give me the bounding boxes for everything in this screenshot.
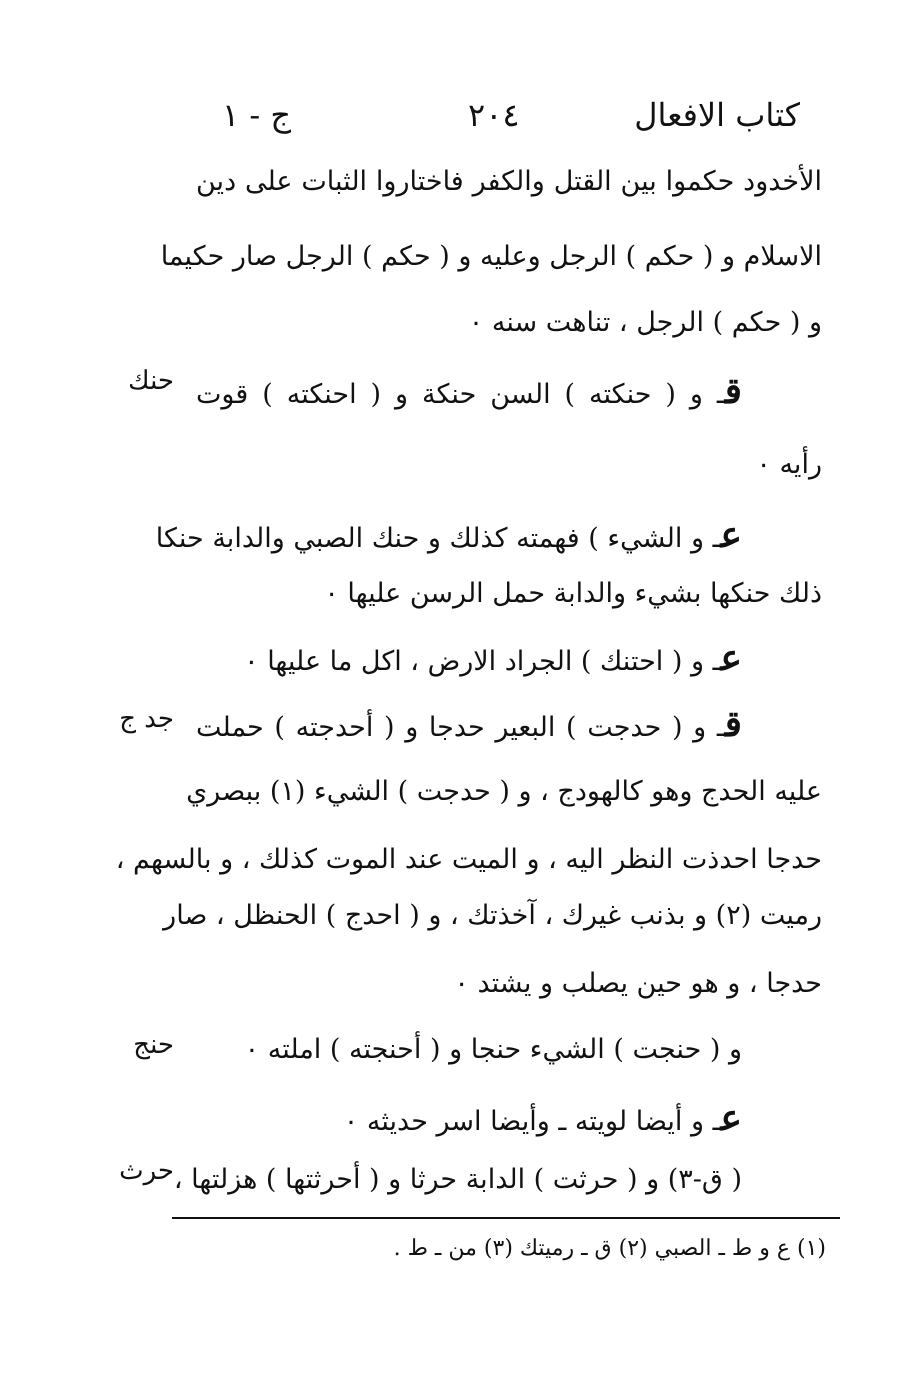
text-line: رأيه ٠ [756, 449, 822, 480]
text-line: حدجا ، و هو حين يصلب و يشتد ٠ [454, 968, 822, 999]
margin-note: حنك [128, 366, 174, 396]
text-line: رميت (٢) و بذنب غيرك ، آخذتك ، و ( احدج ) الحنظل ، صار [163, 900, 822, 931]
siglum: ع [720, 514, 742, 556]
text-line: قـ و ( حدجت ) البعير حدجا و ( أحدجته ) حملت [196, 703, 742, 745]
text-line: قـ و ( حنكته ) السن حنكة و ( احنكته ) قوت [196, 370, 742, 412]
text-line: الاسلام و ( حكم ) الرجل وعليه و ( حكم ) الرجل صار حكيما [160, 241, 822, 272]
book-title: كتاب الافعال [634, 96, 800, 134]
siglum: ع [720, 637, 742, 679]
page-number: ٢٠٤ [468, 96, 520, 134]
margin-note: جد ج [119, 704, 174, 734]
text-line: الأخدود حكموا بين القتل والكفر فاختاروا الثبات على دين [196, 166, 822, 197]
text-line: عليه الحدج وهو كالهودج ، و ( حدجت ) الشيء (١) ببصري [186, 776, 822, 807]
margin-note: حنج [133, 1030, 174, 1060]
text-line: عـ و ( احتنك ) الجراد الارض ، اكل ما عليها ٠ [244, 637, 742, 679]
footnote: (١) ع و ط ـ الصبي (٢) ق ـ رميتك (٣) من ـ ط . [393, 1236, 826, 1261]
page-header [200, 96, 800, 146]
volume-label: ج - ١ [222, 96, 291, 134]
text-line: عـ و الشيء ) فهمته كذلك و حنك الصبي والدابة حنكا [155, 514, 742, 556]
text-line: ( ق-٣) و ( حرثت ) الدابة حرثا و ( أحرثتها ) هزلتها ، [173, 1164, 742, 1195]
text-line: و ( حنجت ) الشيء حنجا و ( أحنجته ) املته ٠ [244, 1034, 742, 1065]
siglum: ق [724, 703, 742, 745]
text-line: و ( حكم ) الرجل ، تناهت سنه ٠ [468, 307, 822, 338]
siglum: ع [720, 1097, 742, 1139]
footnote-divider [172, 1217, 840, 1219]
text-line: حدجا احدذت النظر اليه ، و الميت عند الموت كذلك ، و بالسهم ، [115, 844, 822, 875]
siglum: ق [724, 370, 742, 412]
text-line: ذلك حنكها بشيء والدابة حمل الرسن عليها ٠ [324, 578, 822, 609]
margin-note: حرث [119, 1156, 174, 1186]
text-line: عـ و أيضا لويته ـ وأيضا اسر حديثه ٠ [343, 1097, 742, 1139]
